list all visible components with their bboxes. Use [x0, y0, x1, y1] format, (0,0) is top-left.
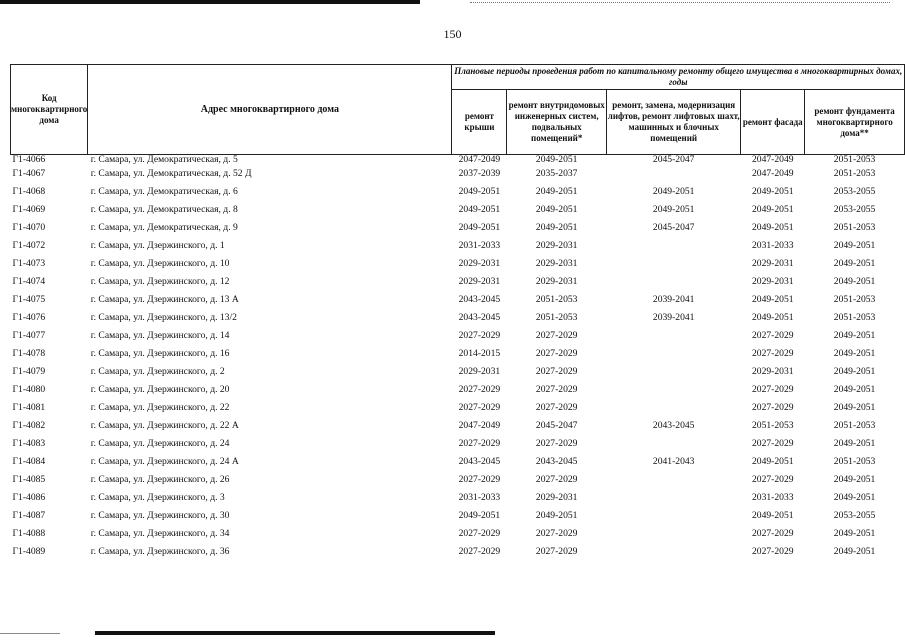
cell-code: Г1-4068 — [12, 186, 46, 197]
header-periods-group: Плановые периоды проведения работ по капитальному ремонту общего имущества в многоквартирных домах, годы — [452, 65, 905, 90]
cell-facade: 2031-2033 — [751, 240, 794, 251]
cell-code: Г1-4074 — [12, 276, 46, 287]
cell-code: Г1-4066 — [12, 154, 46, 165]
cell-lifts: 2049-2051 — [652, 186, 695, 197]
cell-internal: 2049-2051 — [535, 186, 578, 197]
cell-lifts: 2041-2043 — [652, 456, 695, 467]
cell-roof: 2037-2039 — [458, 168, 501, 179]
table-row — [11, 273, 905, 291]
cell-foundation: 2049-2051 — [833, 240, 876, 251]
table-row — [11, 363, 905, 381]
cell-facade: 2027-2029 — [751, 330, 794, 341]
cell-code: Г1-4067 — [12, 168, 46, 179]
cell-roof: 2047-2049 — [458, 420, 501, 431]
cell-address: г. Самара, ул. Дзержинского, д. 2 — [90, 366, 225, 377]
cell-internal: 2027-2029 — [535, 528, 578, 539]
table-row — [11, 543, 905, 561]
cell-lifts — [607, 399, 741, 417]
cell-foundation: 2053-2055 — [833, 204, 876, 215]
cell-internal: 2027-2029 — [535, 402, 578, 413]
cell-roof: 2043-2045 — [458, 294, 501, 305]
cell-address: г. Самара, ул. Демократическая, д. 9 — [90, 222, 238, 233]
table-row — [11, 471, 905, 489]
cell-internal: 2027-2029 — [535, 384, 578, 395]
table-row — [11, 255, 905, 273]
table-row — [11, 435, 905, 453]
table-row — [11, 183, 905, 201]
cell-roof: 2043-2045 — [458, 456, 501, 467]
table-row — [11, 453, 905, 471]
cell-address: г. Самара, ул. Дзержинского, д. 22 А — [90, 420, 239, 431]
cell-lifts: 2045-2047 — [652, 154, 695, 165]
table-row — [11, 237, 905, 255]
cell-roof: 2031-2033 — [458, 240, 501, 251]
table-row — [11, 489, 905, 507]
cell-foundation: 2049-2051 — [833, 438, 876, 449]
cell-code: Г1-4084 — [12, 456, 46, 467]
cell-code: Г1-4073 — [12, 258, 46, 269]
cell-roof: 2014-2015 — [458, 348, 501, 359]
header-foundation: ремонт фундамента многоквартирного дома** — [805, 90, 905, 155]
page-number: 150 — [443, 27, 462, 41]
cell-code: Г1-4083 — [12, 438, 46, 449]
cell-address: г. Самара, ул. Демократическая, д. 8 — [90, 204, 238, 215]
cell-code: Г1-4081 — [12, 402, 46, 413]
cell-address: г. Самара, ул. Дзержинского, д. 22 — [90, 402, 230, 413]
header-code: Код многоквартирного дома — [11, 65, 88, 155]
header-internal-systems: ремонт внутридомовых инженерных систем, подвальных помещений* — [507, 90, 607, 155]
cell-code: Г1-4085 — [12, 474, 46, 485]
cell-facade: 2049-2051 — [751, 456, 794, 467]
cell-internal: 2029-2031 — [535, 258, 578, 269]
cell-code: Г1-4077 — [12, 330, 46, 341]
cell-facade: 2047-2049 — [751, 154, 794, 165]
cell-address: г. Самара, ул. Демократическая, д. 52 Д — [90, 168, 252, 179]
cell-roof: 2027-2029 — [458, 402, 501, 413]
cell-facade: 2029-2031 — [751, 276, 794, 287]
table-row — [11, 327, 905, 345]
cell-foundation: 2049-2051 — [833, 492, 876, 503]
cell-roof: 2027-2029 — [458, 546, 501, 557]
cell-lifts — [607, 507, 741, 525]
cell-internal: 2027-2029 — [535, 330, 578, 341]
cell-internal: 2049-2051 — [535, 154, 578, 165]
table-row — [11, 219, 905, 237]
cell-internal: 2049-2051 — [535, 510, 578, 521]
cell-facade: 2027-2029 — [751, 402, 794, 413]
cell-facade: 2051-2053 — [751, 420, 794, 431]
header-facade: ремонт фасада — [741, 90, 805, 155]
cell-roof: 2049-2051 — [458, 222, 501, 233]
cell-code: Г1-4086 — [12, 492, 46, 503]
cell-internal: 2043-2045 — [535, 456, 578, 467]
cell-internal: 2029-2031 — [535, 492, 578, 503]
cell-foundation: 2053-2055 — [833, 510, 876, 521]
cell-foundation: 2053-2055 — [833, 186, 876, 197]
cell-foundation: 2051-2053 — [833, 294, 876, 305]
cell-code: Г1-4075 — [12, 294, 46, 305]
cell-address: г. Самара, ул. Дзержинского, д. 12 — [90, 276, 230, 287]
cell-roof: 2047-2049 — [458, 154, 501, 165]
cell-code: Г1-4088 — [12, 528, 46, 539]
cell-address: г. Самара, ул. Демократическая, д. 6 — [90, 186, 238, 197]
cell-facade: 2027-2029 — [751, 438, 794, 449]
cell-internal: 2045-2047 — [535, 420, 578, 431]
cell-roof: 2027-2029 — [458, 438, 501, 449]
cell-foundation: 2049-2051 — [833, 330, 876, 341]
cell-internal: 2027-2029 — [535, 438, 578, 449]
cell-address: г. Самара, ул. Дзержинского, д. 24 А — [90, 456, 239, 467]
scan-edge-mark — [0, 0, 420, 4]
cell-address: г. Самара, ул. Дзержинского, д. 34 — [90, 528, 230, 539]
scan-noise-line — [470, 2, 890, 4]
cell-roof: 2031-2033 — [458, 492, 501, 503]
cell-internal: 2027-2029 — [535, 546, 578, 557]
cell-address: г. Самара, ул. Дзержинского, д. 1 — [90, 240, 225, 251]
cell-lifts: 2039-2041 — [652, 312, 695, 323]
cell-lifts: 2045-2047 — [652, 222, 695, 233]
header-roof: ремонт крыши — [452, 90, 507, 155]
cell-lifts — [607, 165, 741, 183]
cell-foundation: 2049-2051 — [833, 474, 876, 485]
cell-foundation: 2049-2051 — [833, 402, 876, 413]
cell-foundation: 2049-2051 — [833, 546, 876, 557]
table-row — [11, 525, 905, 543]
cell-lifts: 2049-2051 — [652, 204, 695, 215]
scan-edge-mark-bottom-left — [0, 633, 60, 634]
cell-internal: 2035-2037 — [535, 168, 578, 179]
cell-foundation: 2049-2051 — [833, 276, 876, 287]
cell-internal: 2027-2029 — [535, 348, 578, 359]
cell-internal: 2029-2031 — [535, 240, 578, 251]
cell-address: г. Самара, ул. Дзержинского, д. 3 — [90, 492, 225, 503]
cell-roof: 2049-2051 — [458, 510, 501, 521]
table-row — [11, 345, 905, 363]
cell-address: г. Самара, ул. Дзержинского, д. 10 — [90, 258, 230, 269]
cell-address: г. Самара, ул. Дзержинского, д. 16 — [90, 348, 230, 359]
cell-lifts — [607, 435, 741, 453]
cell-lifts — [607, 381, 741, 399]
cell-facade: 2027-2029 — [751, 528, 794, 539]
cell-internal: 2049-2051 — [535, 222, 578, 233]
cell-roof: 2027-2029 — [458, 330, 501, 341]
cell-roof: 2027-2029 — [458, 528, 501, 539]
cell-facade: 2027-2029 — [751, 348, 794, 359]
cell-facade: 2049-2051 — [751, 312, 794, 323]
cell-lifts — [607, 363, 741, 381]
cell-internal: 2027-2029 — [535, 474, 578, 485]
cell-address: г. Самара, ул. Дзержинского, д. 24 — [90, 438, 230, 449]
cell-lifts — [607, 273, 741, 291]
cell-lifts — [607, 471, 741, 489]
cell-facade: 2049-2051 — [751, 204, 794, 215]
cell-address: г. Самара, ул. Дзержинского, д. 14 — [90, 330, 230, 341]
header-lifts: ремонт, замена, модернизация лифтов, ремонт лифтовых шахт, машинных и блочных помещений — [607, 90, 741, 155]
cell-foundation: 2049-2051 — [833, 258, 876, 269]
cell-facade: 2031-2033 — [751, 492, 794, 503]
cell-facade: 2029-2031 — [751, 258, 794, 269]
repair-schedule-table — [10, 64, 905, 561]
cell-facade: 2027-2029 — [751, 546, 794, 557]
cell-roof: 2043-2045 — [458, 312, 501, 323]
cell-foundation: 2049-2051 — [833, 528, 876, 539]
cell-code: Г1-4082 — [12, 420, 46, 431]
cell-address: г. Самара, ул. Дзержинского, д. 26 — [90, 474, 230, 485]
cell-address: г. Самара, ул. Дзержинского, д. 13 А — [90, 294, 239, 305]
scan-edge-mark-bottom — [95, 631, 495, 635]
cell-roof: 2027-2029 — [458, 384, 501, 395]
cell-address: г. Самара, ул. Дзержинского, д. 36 — [90, 546, 230, 557]
cell-lifts — [607, 525, 741, 543]
cell-facade: 2049-2051 — [751, 294, 794, 305]
cell-roof: 2029-2031 — [458, 366, 501, 377]
table-row — [11, 417, 905, 435]
cell-code: Г1-4089 — [12, 546, 46, 557]
cell-address: г. Самара, ул. Демократическая, д. 5 — [90, 154, 238, 165]
cell-foundation: 2049-2051 — [833, 348, 876, 359]
cell-roof: 2029-2031 — [458, 258, 501, 269]
cell-code: Г1-4069 — [12, 204, 46, 215]
table-row — [11, 507, 905, 525]
cell-lifts — [607, 489, 741, 507]
cell-lifts — [607, 345, 741, 363]
cell-foundation: 2049-2051 — [833, 384, 876, 395]
table-row — [11, 291, 905, 309]
cell-lifts: 2043-2045 — [652, 420, 695, 431]
cell-foundation: 2051-2053 — [833, 420, 876, 431]
cell-lifts — [607, 543, 741, 561]
cell-address: г. Самара, ул. Дзержинского, д. 30 — [90, 510, 230, 521]
cell-lifts: 2039-2041 — [652, 294, 695, 305]
table-row — [11, 165, 905, 183]
cell-facade: 2049-2051 — [751, 510, 794, 521]
cell-code: Г1-4079 — [12, 366, 46, 377]
cell-internal: 2027-2029 — [535, 366, 578, 377]
cell-code: Г1-4070 — [12, 222, 46, 233]
table-row — [11, 155, 905, 166]
cell-foundation: 2051-2053 — [833, 456, 876, 467]
cell-roof: 2049-2051 — [458, 186, 501, 197]
cell-code: Г1-4076 — [12, 312, 46, 323]
cell-code: Г1-4087 — [12, 510, 46, 521]
cell-roof: 2049-2051 — [458, 204, 501, 215]
cell-code: Г1-4072 — [12, 240, 46, 251]
cell-facade: 2027-2029 — [751, 474, 794, 485]
cell-internal: 2051-2053 — [535, 312, 578, 323]
cell-foundation: 2051-2053 — [833, 154, 876, 165]
cell-facade: 2029-2031 — [751, 366, 794, 377]
cell-foundation: 2051-2053 — [833, 312, 876, 323]
cell-lifts — [607, 327, 741, 345]
table-row — [11, 309, 905, 327]
cell-foundation: 2049-2051 — [833, 366, 876, 377]
cell-internal: 2049-2051 — [535, 204, 578, 215]
cell-foundation: 2051-2053 — [833, 222, 876, 233]
cell-facade: 2049-2051 — [751, 186, 794, 197]
table-row — [11, 201, 905, 219]
cell-lifts — [607, 255, 741, 273]
cell-address: г. Самара, ул. Дзержинского, д. 20 — [90, 384, 230, 395]
cell-roof: 2027-2029 — [458, 474, 501, 485]
cell-internal: 2029-2031 — [535, 276, 578, 287]
cell-address: г. Самара, ул. Дзержинского, д. 13/2 — [90, 312, 237, 323]
cell-code: Г1-4080 — [12, 384, 46, 395]
cell-internal: 2051-2053 — [535, 294, 578, 305]
cell-facade: 2047-2049 — [751, 168, 794, 179]
cell-foundation: 2051-2053 — [833, 168, 876, 179]
cell-facade: 2049-2051 — [751, 222, 794, 233]
cell-lifts — [607, 237, 741, 255]
header-address: Адрес многоквартирного дома — [88, 65, 452, 155]
cell-roof: 2029-2031 — [458, 276, 501, 287]
cell-code: Г1-4078 — [12, 348, 46, 359]
table-row — [11, 381, 905, 399]
cell-facade: 2027-2029 — [751, 384, 794, 395]
table-row — [11, 399, 905, 417]
